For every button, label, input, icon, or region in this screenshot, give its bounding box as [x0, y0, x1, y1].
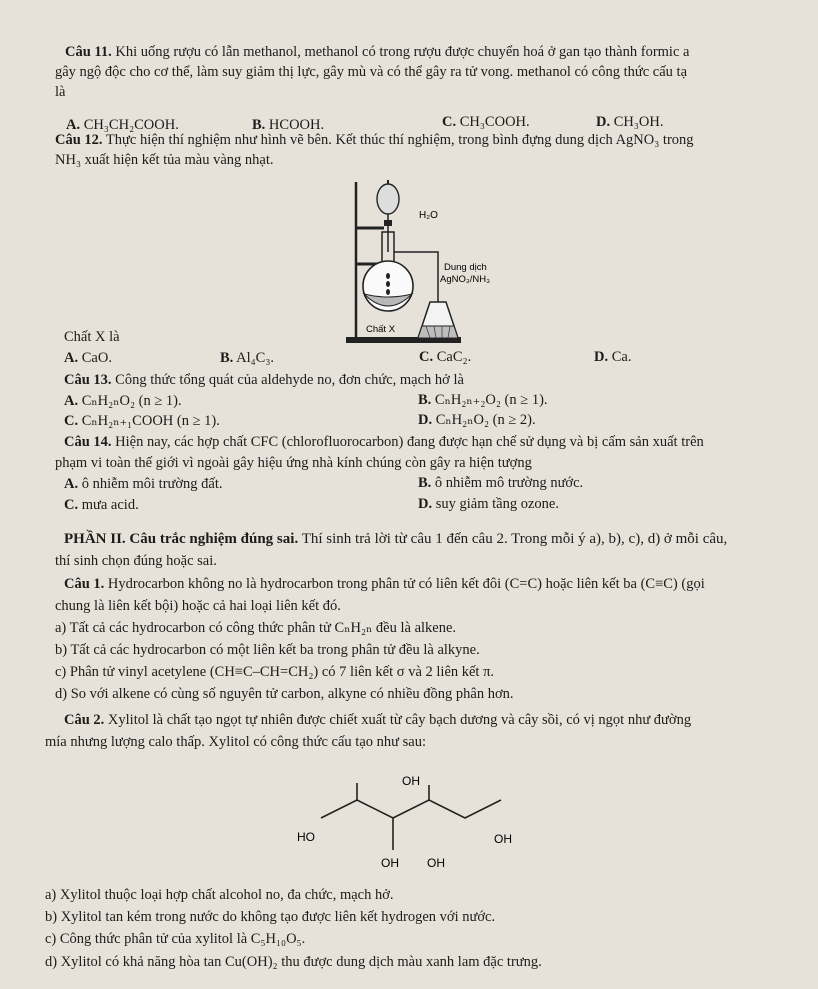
q12-number: Câu 12.: [55, 132, 103, 148]
p2-number: Câu 2.: [64, 712, 105, 728]
p2-item-a: a) Xylitol thuộc loại hợp chất alcohol no, đa chức, mạch hở.: [45, 887, 394, 903]
q11-option-a: A. CH₃CH₂COOH.: [66, 117, 179, 133]
oh-right-label: OH: [494, 832, 512, 846]
q13-option-b: B. CₙH₂ₙ₊₂O₂ (n ≥ 1).: [418, 392, 548, 408]
q14-text-1: Hiện nay, các hợp chất CFC (chlorofluorocarbon) đang được hạn chế sử dụng và bị cấm sản xuất trên: [115, 434, 704, 450]
q13-text: Công thức tổng quát của aldehyde no, đơn chức, mạch hở là: [115, 372, 464, 388]
q11-text-2: gây ngộ độc cho cơ thể, làm suy giảm thị lực, gây mù và có thể gây ra tử vong. methanol có công thức cấu tạ: [55, 64, 688, 80]
q11-number: Câu 11.: [65, 44, 112, 60]
q12-option-a: A. CaO.: [64, 350, 112, 366]
q13-line: [64, 372, 464, 389]
q14-option-c: C. mưa acid.: [64, 497, 139, 513]
figure-solution-label-1: Dung dịch: [444, 262, 487, 273]
q14-option-d: D. suy giảm tầng ozone.: [418, 496, 559, 512]
oh-bottom-2-label: OH: [427, 856, 445, 870]
figure-solid-label: Chất X: [366, 324, 396, 335]
q12-option-c: C. CaC₂.: [419, 349, 472, 365]
part2-title: PHẦN II. Câu trắc nghiệm đúng sai.: [64, 531, 299, 547]
q11-option-b: B. HCOOH.: [252, 117, 325, 133]
oh-top-label: OH: [402, 774, 420, 788]
oh-bottom-1-label: OH: [381, 856, 399, 870]
q12-option-b: B. Al₄C₃.: [220, 350, 275, 366]
q12-line-1: [55, 132, 694, 149]
p1-number: Câu 1.: [64, 576, 105, 592]
p1-item-a: a) Tất cả các hydrocarbon có công thức phân tử CₙH₂ₙ đều là alkene.: [55, 620, 457, 636]
q11-option-d: D. CH₃OH.: [596, 114, 664, 130]
q13-option-c: C. CₙH₂ₙ₊₁COOH (n ≥ 1).: [64, 413, 220, 429]
p1-item-c: c) Phân tử vinyl acetylene (CH≡C–CH=CH₂) có 7 liên kết σ và 2 liên kết π.: [55, 664, 495, 680]
experiment-apparatus: [330, 172, 530, 347]
p1-item-d: d) So với alkene có cùng số nguyên tử carbon, alkyne có nhiều đồng phân hơn.: [55, 686, 514, 702]
q14-line-1: [64, 434, 704, 451]
q14-number: Câu 14.: [64, 434, 112, 450]
part2-line-1: [64, 531, 727, 548]
ho-left-label: HO: [297, 830, 315, 844]
q12-text-1: Thực hiện thí nghiệm như hình vẽ bên. Kết thúc thí nghiệm, trong bình đựng dung dịch AgNO₃ trong: [105, 132, 694, 148]
q13-option-d: D. CₙH₂ₙO₂ (n ≥ 2).: [418, 412, 536, 428]
q11-option-c: C. CH₃COOH.: [442, 114, 530, 130]
p2-line-1: [64, 712, 691, 729]
p2-text-1: Xylitol là chất tạo ngọt tự nhiên được chiết xuất từ cây bạch dương và cây sồi, có vị ngọt như đường: [107, 712, 692, 728]
figure-water-label: H₂O: [419, 210, 438, 221]
p1-item-b: b) Tất cả các hydrocarbon có một liên kết ba trong phân tử đều là alkyne.: [55, 642, 480, 658]
p2-item-d: d) Xylitol có khả năng hòa tan Cu(OH)₂ thu được dung dịch màu xanh lam đặc trưng.: [45, 954, 542, 970]
q12-text-2: NH₃ xuất hiện kết tủa màu vàng nhạt.: [55, 152, 274, 168]
p2-text-2: mía nhưng lượng calo thấp. Xylitol có công thức cấu tạo như sau:: [45, 734, 426, 750]
q14-option-b: B. ô nhiễm mô trường nước.: [418, 475, 584, 491]
q12-option-d: D. Ca.: [594, 349, 632, 365]
xylitol-structure: [285, 755, 525, 890]
q13-number: Câu 13.: [64, 372, 112, 388]
p1-line-1: [64, 576, 705, 593]
part2-text-2: thí sinh chọn đúng hoặc sai.: [55, 553, 217, 569]
p2-item-c: c) Công thức phân tử của xylitol là C₅H₁₀O₅.: [45, 931, 306, 947]
p2-item-b: b) Xylitol tan kém trong nước do không tạo được liên kết hydrogen với nước.: [45, 909, 496, 925]
p1-text-2: chung là liên kết bội) hoặc cả hai loại liên kết đó.: [55, 598, 341, 614]
q11-text-1: Khi uống rượu có lẫn methanol, methanol có trong rượu được chuyển hoá ở gan tạo thành formic a: [115, 44, 690, 60]
q11-text-3: là: [55, 84, 66, 100]
p1-text-1: Hydrocarbon không no là hydrocarbon trong phân tử có liên kết đôi (C=C) hoặc liên kết ba (C≡C) (gọi: [107, 576, 705, 592]
q13-option-a: A. CₙH₂ₙO₂ (n ≥ 1).: [64, 393, 182, 409]
q12-question: Chất X là: [64, 329, 120, 345]
q14-option-a: A. ô nhiễm môi trường đất.: [64, 476, 223, 492]
q11-line-1: [65, 44, 689, 61]
figure-solution-label-2: AgNO₃/NH₃: [440, 274, 490, 285]
part2-text-1: Thí sinh trả lời từ câu 1 đến câu 2. Trong mỗi ý a), b), c), d) ở mỗi câu,: [301, 531, 728, 547]
q14-text-2: phạm vi toàn thế giới vì ngoài gây hiệu ứng nhà kính chúng còn gây ra hiện tượng: [55, 455, 532, 471]
